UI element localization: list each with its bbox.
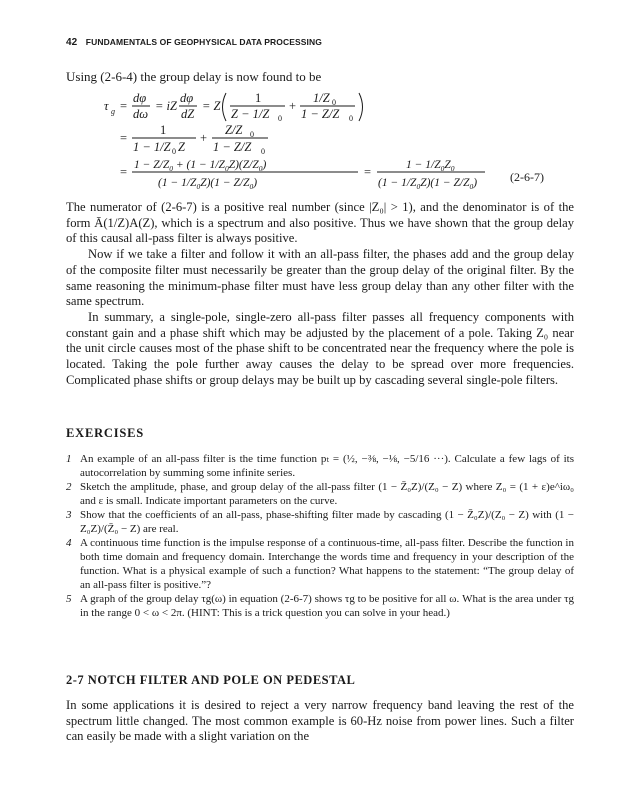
svg-text:+: + xyxy=(200,131,208,145)
body-text xyxy=(66,200,574,388)
exercises-heading: EXERCISES xyxy=(66,426,145,440)
eq-line3-den1: $(1 - 1/Z_0Z)(1 - Z/Z_0)$ xyxy=(158,177,258,191)
eq-line3-num2: $1 - 1/Z_0Z_0$ xyxy=(406,159,455,173)
equation-2-6-7 xyxy=(100,88,570,198)
eq-sub-a: 0 xyxy=(278,114,282,123)
exercise-text: A continuous time function is the impulse response of a continuous-time, all-pass filter. Describe the function in both time domain and frequency domain. Interchange the words time and frequency in your description of the function. What is a physical example of such a function? What happens to the statement: “The group delay of an all-pass filter is positive.”? xyxy=(80,537,574,591)
exercise-list xyxy=(66,452,574,620)
svg-text:0: 0 xyxy=(349,114,353,123)
paragraph-1: The numerator of (2-6-7) is a positive real number (since |Z₀| > 1), and the denominator is of the form Ā(1/Z)A(Z), which is a spectrum and also positive. Thus we have shown that the group delay of this causal all-pass filter is always positive. xyxy=(66,200,574,246)
eq-line2-num2: Z/Z xyxy=(225,123,243,137)
eq-tau: τ xyxy=(104,99,109,113)
exercise-text: Sketch the amplitude, phase, and group delay of the all-pass filter (1 − Z̄₀Z)/(Z₀ − Z) where Z₀ = (1 + ε)e^iω₀ and ε is small. Indicate important parameters on the curve. xyxy=(80,481,574,507)
svg-text:=: = xyxy=(120,131,128,145)
eq-tau-sub: g xyxy=(111,107,115,116)
paragraph-3: In summary, a single-pole, single-zero all-pass filter passes all frequency components with constant gain and a phase shift which may be adjusted by the placement of a pole. Taking Z₀ near the unit circle causes most of the phase shift to be concentrated near the frequency where the pole is located. Taking the pole further away causes the delay to be spread over more frequencies. Complicated phase shifts or group delays may be built up by cascading several single-pole filters. xyxy=(66,309,574,387)
svg-text:=: = xyxy=(120,165,128,179)
svg-text:+: + xyxy=(289,99,297,113)
eq-eq1: = xyxy=(120,99,128,113)
exercise-number: 5 xyxy=(66,593,72,605)
svg-text:0: 0 xyxy=(172,147,176,156)
section-text: In some applications it is desired to reject a very narrow frequency band leaving the rest of the spectrum little changed. The most common example is 60-Hz noise from power lines. Such a filter can easily be made with a slight variation on the xyxy=(66,698,574,744)
eq-iZ: = iZ xyxy=(155,99,177,113)
svg-text:0: 0 xyxy=(250,130,254,139)
eq-line3-den2: $(1 - 1/Z_0Z)(1 - Z/Z_0)$ xyxy=(378,177,478,191)
section-heading: 2-7 NOTCH FILTER AND POLE ON PEDESTAL xyxy=(66,673,356,687)
page-header xyxy=(66,37,322,48)
intro-line: Using (2-6-4) the group delay is now found to be xyxy=(66,69,322,84)
eq-line2-den2: 1 − Z/Z xyxy=(213,140,252,154)
exercise-text: An example of an all-pass filter is the time function pₜ = (½, −⅜, −⅛, −5/16 ···). Calculate a few lags of its autocorrelation by summing some infinite series. xyxy=(80,453,574,479)
svg-text:0: 0 xyxy=(261,147,265,156)
exercise-item xyxy=(66,508,574,536)
eq-domega: dω xyxy=(133,107,149,121)
eq-one-a: 1 xyxy=(255,91,262,105)
svg-text:=: = xyxy=(364,165,372,179)
exercise-number: 3 xyxy=(66,509,72,521)
running-title: FUNDAMENTALS OF GEOPHYSICAL DATA PROCESSING xyxy=(85,37,322,47)
page-number: 42 xyxy=(66,37,78,48)
svg-text:1: 1 xyxy=(160,123,167,137)
exercise-item xyxy=(66,592,574,620)
exercise-text: A graph of the group delay τg(ω) in equation (2-6-7) shows τg to be positive for all ω. What is the area under τg in the range 0 < ω < 2π. (HINT: This is a trick question you can solve in your head.) xyxy=(80,593,574,619)
eq-num-b: 1/Z xyxy=(313,91,330,105)
eq-line2-den1: 1 − 1/Z xyxy=(133,140,171,154)
paragraph-2: Now if we take a filter and follow it with an all-pass filter, the phases add and the group delay of the composite filter must necessarily be greater than the group delay of the original filter. By the same reasoning the minimum-phase filter must have less group delay than any other filter with the same spectrum. xyxy=(66,247,574,309)
exercise-item xyxy=(66,480,574,508)
equation-label: (2-6-7) xyxy=(510,170,544,184)
exercise-number: 4 xyxy=(66,537,72,549)
svg-text:Z: Z xyxy=(178,140,185,154)
exercise-item xyxy=(66,452,574,480)
svg-text:0: 0 xyxy=(332,98,336,107)
exercise-number: 2 xyxy=(66,481,72,493)
exercise-number: 1 xyxy=(66,453,72,465)
eq-den-b: 1 − Z/Z xyxy=(301,107,340,121)
eq-den-a: Z − 1/Z xyxy=(231,107,270,121)
eq-Z: = Z xyxy=(202,99,221,113)
eq-dZ: dZ xyxy=(181,107,195,121)
exercise-item xyxy=(66,536,574,592)
eq-dphi-1: dφ xyxy=(133,91,147,105)
exercise-text: Show that the coefficients of an all-pass, phase-shifting filter made by cascading (1 − Z̄₀Z)/(Z₀ − Z) with (1 − Z₀Z)/(Z̄₀ − Z) are real. xyxy=(80,509,574,535)
eq-line3-num1: $1 - Z/Z_0 + (1 - 1/Z_0Z)(Z/Z_0)$ xyxy=(134,159,267,173)
eq-dphi-2: dφ xyxy=(180,91,194,105)
